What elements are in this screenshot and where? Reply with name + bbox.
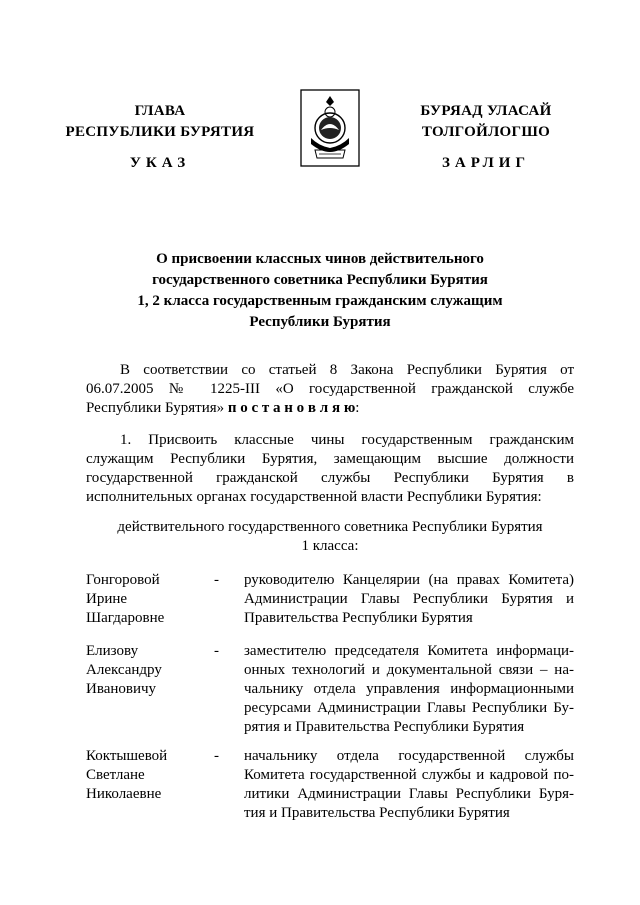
rank-heading [86,518,574,556]
clause-line: 1. Присвоить классные чины государственным гражданским [120,432,574,448]
clause-line: государственной гражданской службы Республики Бурятия в [86,470,574,486]
name-part: Николаевне [86,786,162,802]
preamble-line: В соответствии со статьей 8 Закона Республики Бурятия от [120,362,574,378]
position-line: ресурсами Администрации Главы Республики Бу- [244,700,574,716]
issuer-left-line: ГЛАВА [134,103,186,119]
appointee-dash: - [214,748,219,764]
issuer-right-line: БУРЯАД УЛАСАЙ [420,103,552,119]
preamble-line: 06.07.2005 № 1225-III «О государственной гражданской службе [86,381,574,397]
preamble-colon: : [355,400,360,416]
name-part: Александру [86,662,162,678]
decree-word: п о с т а н о в л я ю [227,400,356,416]
name-part: Елизову [86,643,139,659]
preamble [86,361,574,418]
position-line: Комитета государственной службы и кадровой по- [244,767,574,783]
preamble-line-last [86,399,574,418]
rank-heading-line: 1 класса: [301,538,359,554]
rank-heading-line: действительного государственного советника Республики Бурятия [117,519,543,535]
title-line: Республики Бурятия [249,314,391,330]
position-line: Правительства Республики Бурятия [244,610,473,626]
appointee-position [244,642,574,737]
appointee-position [244,571,574,628]
position-line: чальнику отдела управления информационными [244,681,574,697]
appointee-position [244,747,574,823]
coat-of-arms-emblem [299,88,361,168]
position-line: онных технологий и документальной связи – на- [244,662,574,678]
appointee-name [86,571,206,628]
position-line: заместителю председателя Комитета информаци- [244,643,574,659]
clause-line: исполнительных органах государственной власти Республики Бурятия: [86,489,542,505]
position-line: Администрации Главы Республики Бурятия и [244,591,574,607]
issuer-left-line: РЕСПУБЛИКИ БУРЯТИЯ [65,124,255,140]
doc-type-left: УКАЗ [129,155,191,171]
name-part: Коктышевой [86,748,168,764]
position-line: литики Администрации Главы Республики Буря- [244,786,574,802]
position-line: руководителю Канцелярии (на правах Комитета) [244,572,574,588]
preamble-text: Республики Бурятия» [86,400,228,416]
document-title [80,249,560,333]
appointee-name [86,747,206,804]
title-line: 1, 2 класса государственным гражданским служащим [137,293,503,309]
name-part: Ивановичу [86,681,157,697]
title-line: О присвоении классных чинов действительного [156,251,484,267]
clause-1 [86,431,574,507]
issuer-right [388,101,584,143]
name-part: Гонгоровой [86,572,160,588]
appointee-name [86,642,206,699]
title-line: государственного советника Республики Бурятия [152,272,488,288]
appointee-dash: - [214,643,219,659]
name-part: Ирине [86,591,128,607]
coat-of-arms-icon [299,88,361,168]
clause-line: служащим Республики Бурятия, замещающим высшие должности [86,451,574,467]
issuer-left [60,101,260,143]
position-line: тия и Правительства Республики Бурятия [244,805,510,821]
name-part: Шагдаровне [86,610,165,626]
name-part: Светлане [86,767,145,783]
position-line: начальнику отдела государственной службы [244,748,574,764]
doc-type-right: ЗАРЛИГ [441,155,531,171]
appointee-dash: - [214,572,219,588]
position-line: рятия и Правительства Республики Бурятия [244,719,525,735]
issuer-right-line: ТОЛГОЙЛОГШО [421,124,551,140]
